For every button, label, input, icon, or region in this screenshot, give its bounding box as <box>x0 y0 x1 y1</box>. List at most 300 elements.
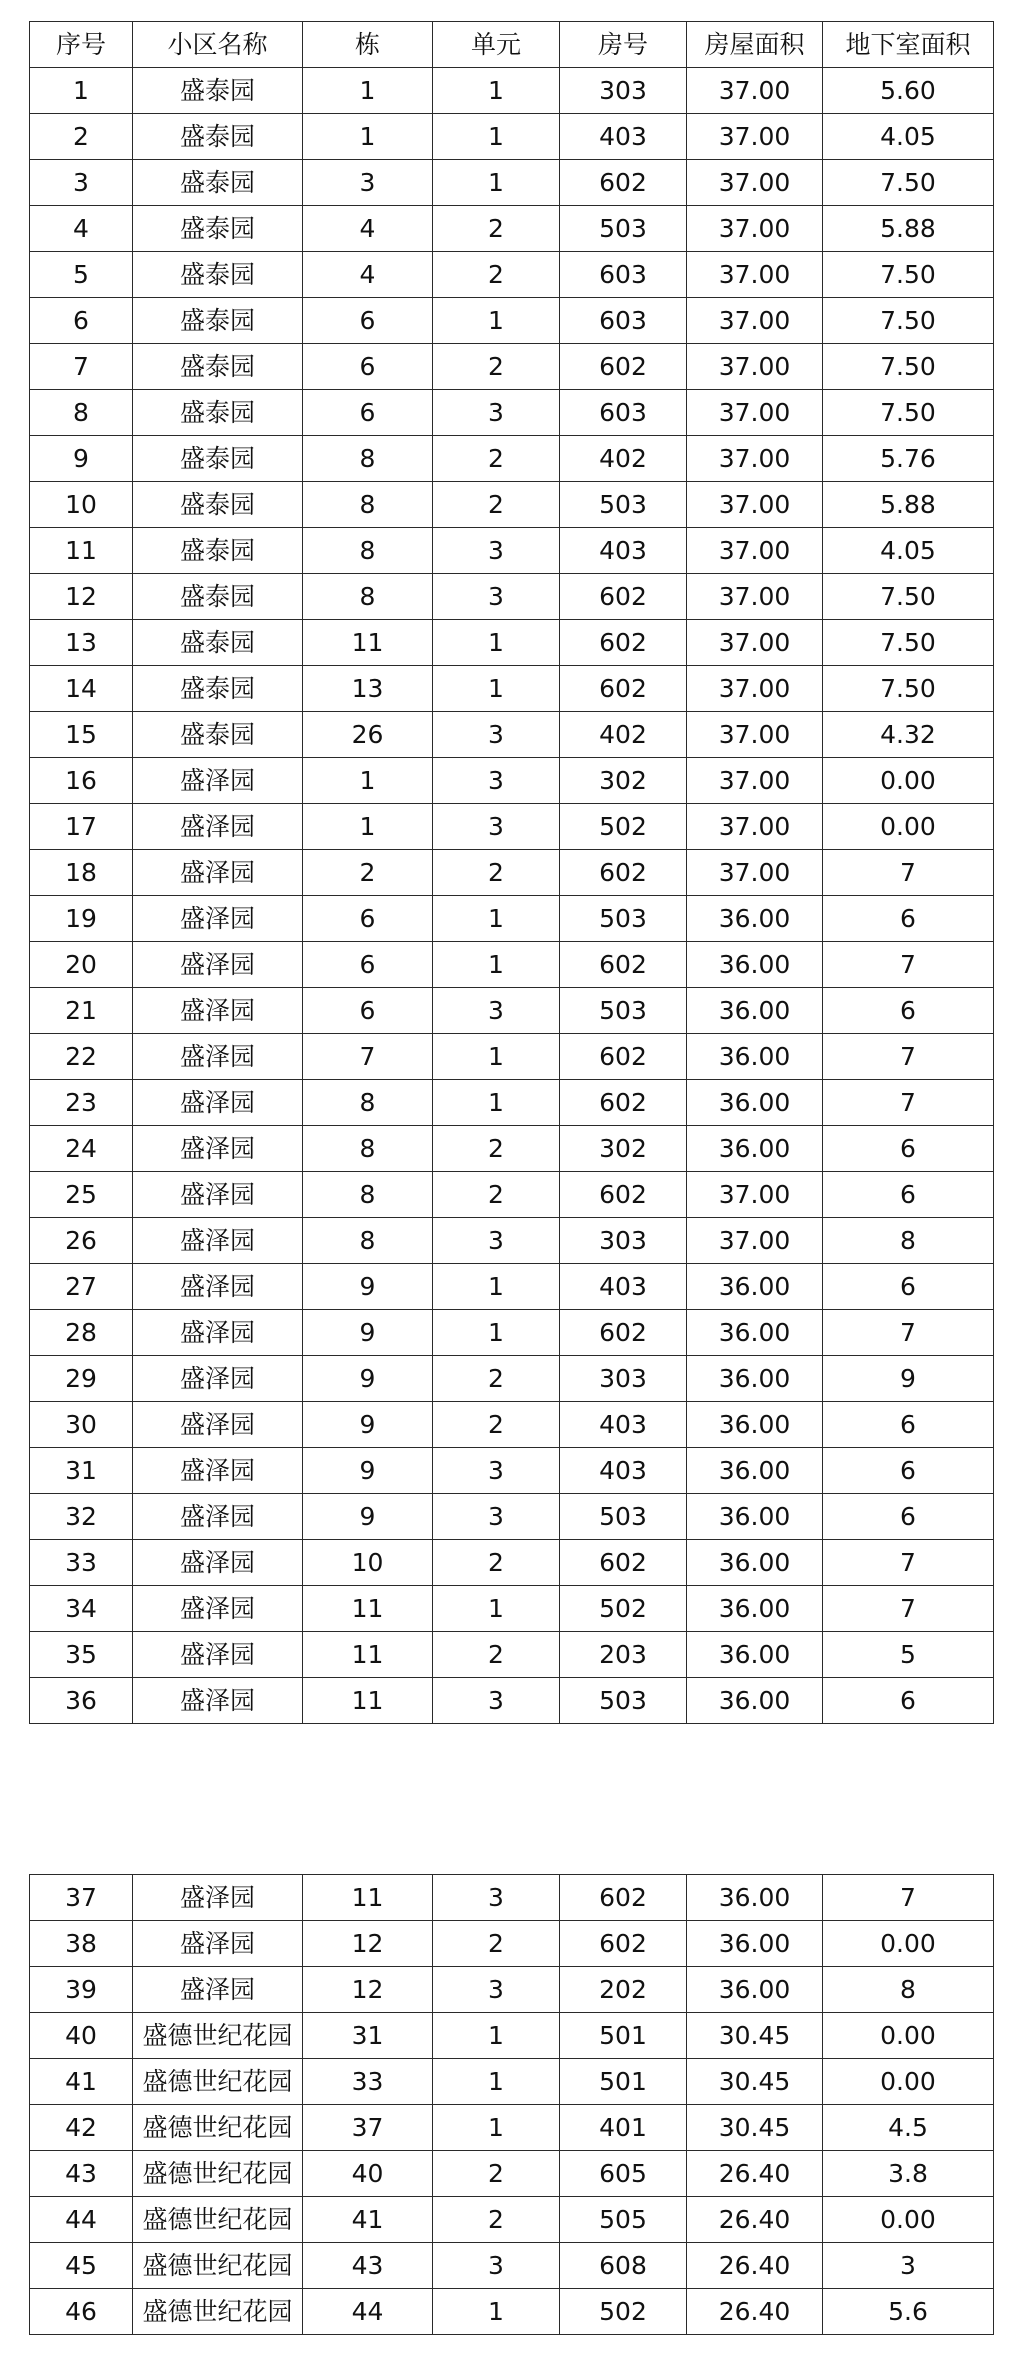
cell-room-number: 502 <box>560 1586 687 1632</box>
cell-basement-area: 6 <box>823 988 994 1034</box>
cell-unit: 2 <box>433 1402 560 1448</box>
cell-room-number: 603 <box>560 390 687 436</box>
cell-community-name: 盛泽园 <box>133 1494 303 1540</box>
cell-house-area: 37.00 <box>687 850 823 896</box>
cell-building: 8 <box>303 1126 433 1172</box>
cell-unit: 1 <box>433 666 560 712</box>
cell-room-number: 602 <box>560 1875 687 1921</box>
cell-room-number: 602 <box>560 1080 687 1126</box>
table-row <box>30 160 994 206</box>
table-row <box>30 114 994 160</box>
cell-unit: 3 <box>433 390 560 436</box>
cell-room-number: 202 <box>560 1967 687 2013</box>
cell-room-number: 602 <box>560 942 687 988</box>
cell-room-number: 401 <box>560 2105 687 2151</box>
cell-building: 13 <box>303 666 433 712</box>
cell-room-number: 503 <box>560 988 687 1034</box>
cell-serial-number: 36 <box>30 1678 133 1724</box>
table-header-row <box>30 22 994 68</box>
cell-room-number: 602 <box>560 1172 687 1218</box>
housing-table-part-2 <box>29 1874 994 2335</box>
cell-serial-number: 44 <box>30 2197 133 2243</box>
cell-room-number: 503 <box>560 206 687 252</box>
cell-community-name: 盛泰园 <box>133 206 303 252</box>
cell-building: 6 <box>303 988 433 1034</box>
cell-building: 12 <box>303 1967 433 2013</box>
table-row <box>30 482 994 528</box>
cell-basement-area: 7.50 <box>823 252 994 298</box>
cell-community-name: 盛泽园 <box>133 942 303 988</box>
cell-community-name: 盛泽园 <box>133 1632 303 1678</box>
table-row <box>30 1034 994 1080</box>
cell-house-area: 36.00 <box>687 1921 823 1967</box>
header-building: 栋 <box>303 22 433 68</box>
cell-building: 26 <box>303 712 433 758</box>
cell-community-name: 盛泰园 <box>133 390 303 436</box>
cell-house-area: 36.00 <box>687 1264 823 1310</box>
cell-unit: 1 <box>433 114 560 160</box>
cell-house-area: 37.00 <box>687 620 823 666</box>
cell-unit: 1 <box>433 620 560 666</box>
table-row <box>30 1264 994 1310</box>
header-unit: 单元 <box>433 22 560 68</box>
cell-building: 33 <box>303 2059 433 2105</box>
cell-community-name: 盛德世纪花园 <box>133 2289 303 2335</box>
table-row <box>30 804 994 850</box>
cell-house-area: 37.00 <box>687 712 823 758</box>
cell-room-number: 203 <box>560 1632 687 1678</box>
table-row <box>30 344 994 390</box>
cell-unit: 1 <box>433 2059 560 2105</box>
cell-unit: 3 <box>433 2243 560 2289</box>
cell-serial-number: 12 <box>30 574 133 620</box>
cell-unit: 3 <box>433 712 560 758</box>
cell-serial-number: 1 <box>30 68 133 114</box>
cell-house-area: 37.00 <box>687 1172 823 1218</box>
table-row <box>30 1678 994 1724</box>
cell-room-number: 303 <box>560 1218 687 1264</box>
cell-building: 6 <box>303 390 433 436</box>
cell-building: 1 <box>303 804 433 850</box>
cell-basement-area: 7 <box>823 1875 994 1921</box>
cell-room-number: 602 <box>560 620 687 666</box>
cell-basement-area: 7 <box>823 1586 994 1632</box>
cell-house-area: 36.00 <box>687 942 823 988</box>
cell-building: 40 <box>303 2151 433 2197</box>
table-row <box>30 68 994 114</box>
cell-basement-area: 7 <box>823 1540 994 1586</box>
cell-house-area: 36.00 <box>687 1540 823 1586</box>
cell-community-name: 盛德世纪花园 <box>133 2105 303 2151</box>
cell-serial-number: 2 <box>30 114 133 160</box>
cell-house-area: 37.00 <box>687 344 823 390</box>
table-row <box>30 620 994 666</box>
table-row <box>30 666 994 712</box>
cell-community-name: 盛德世纪花园 <box>133 2013 303 2059</box>
cell-unit: 2 <box>433 1632 560 1678</box>
cell-serial-number: 3 <box>30 160 133 206</box>
cell-building: 12 <box>303 1921 433 1967</box>
cell-unit: 1 <box>433 298 560 344</box>
cell-building: 4 <box>303 252 433 298</box>
cell-serial-number: 23 <box>30 1080 133 1126</box>
table-row <box>30 2151 994 2197</box>
cell-serial-number: 34 <box>30 1586 133 1632</box>
cell-building: 1 <box>303 68 433 114</box>
table-row <box>30 988 994 1034</box>
cell-basement-area: 5.60 <box>823 68 994 114</box>
cell-community-name: 盛泽园 <box>133 1172 303 1218</box>
cell-community-name: 盛泰园 <box>133 68 303 114</box>
cell-community-name: 盛泰园 <box>133 712 303 758</box>
cell-unit: 1 <box>433 160 560 206</box>
cell-house-area: 36.00 <box>687 1080 823 1126</box>
table-row <box>30 2243 994 2289</box>
cell-room-number: 402 <box>560 712 687 758</box>
cell-house-area: 26.40 <box>687 2151 823 2197</box>
cell-serial-number: 7 <box>30 344 133 390</box>
table-row <box>30 896 994 942</box>
cell-building: 9 <box>303 1264 433 1310</box>
cell-serial-number: 22 <box>30 1034 133 1080</box>
cell-serial-number: 21 <box>30 988 133 1034</box>
cell-building: 9 <box>303 1448 433 1494</box>
cell-unit: 2 <box>433 1356 560 1402</box>
cell-building: 6 <box>303 344 433 390</box>
cell-serial-number: 15 <box>30 712 133 758</box>
cell-community-name: 盛泰园 <box>133 666 303 712</box>
cell-room-number: 402 <box>560 436 687 482</box>
cell-unit: 2 <box>433 1172 560 1218</box>
cell-unit: 3 <box>433 988 560 1034</box>
cell-unit: 1 <box>433 1264 560 1310</box>
cell-serial-number: 37 <box>30 1875 133 1921</box>
cell-community-name: 盛泽园 <box>133 1080 303 1126</box>
cell-unit: 1 <box>433 896 560 942</box>
cell-unit: 3 <box>433 1875 560 1921</box>
cell-house-area: 36.00 <box>687 1586 823 1632</box>
cell-room-number: 602 <box>560 1921 687 1967</box>
cell-unit: 1 <box>433 2013 560 2059</box>
cell-building: 1 <box>303 758 433 804</box>
table-row <box>30 942 994 988</box>
cell-house-area: 36.00 <box>687 1448 823 1494</box>
cell-building: 11 <box>303 1678 433 1724</box>
cell-basement-area: 8 <box>823 1218 994 1264</box>
cell-unit: 2 <box>433 252 560 298</box>
cell-community-name: 盛泰园 <box>133 528 303 574</box>
cell-basement-area: 7.50 <box>823 160 994 206</box>
cell-room-number: 602 <box>560 574 687 620</box>
cell-building: 8 <box>303 574 433 620</box>
cell-basement-area: 7.50 <box>823 390 994 436</box>
cell-room-number: 602 <box>560 1310 687 1356</box>
cell-room-number: 403 <box>560 1264 687 1310</box>
cell-unit: 2 <box>433 1540 560 1586</box>
cell-room-number: 502 <box>560 2289 687 2335</box>
cell-community-name: 盛泽园 <box>133 1126 303 1172</box>
cell-house-area: 37.00 <box>687 436 823 482</box>
cell-unit: 3 <box>433 1448 560 1494</box>
table-row <box>30 1875 994 1921</box>
cell-basement-area: 7.50 <box>823 620 994 666</box>
table-row <box>30 252 994 298</box>
cell-room-number: 302 <box>560 758 687 804</box>
cell-unit: 3 <box>433 1678 560 1724</box>
cell-community-name: 盛泽园 <box>133 804 303 850</box>
table-row <box>30 1448 994 1494</box>
cell-basement-area: 8 <box>823 1967 994 2013</box>
table-row <box>30 2197 994 2243</box>
table-row <box>30 1218 994 1264</box>
cell-house-area: 37.00 <box>687 252 823 298</box>
cell-house-area: 37.00 <box>687 1218 823 1264</box>
cell-unit: 2 <box>433 1126 560 1172</box>
cell-serial-number: 42 <box>30 2105 133 2151</box>
cell-basement-area: 7 <box>823 1034 994 1080</box>
cell-house-area: 36.00 <box>687 1034 823 1080</box>
cell-room-number: 503 <box>560 896 687 942</box>
cell-room-number: 403 <box>560 528 687 574</box>
cell-unit: 1 <box>433 1034 560 1080</box>
cell-community-name: 盛泰园 <box>133 252 303 298</box>
cell-building: 37 <box>303 2105 433 2151</box>
cell-room-number: 602 <box>560 1034 687 1080</box>
cell-house-area: 37.00 <box>687 68 823 114</box>
cell-basement-area: 7 <box>823 942 994 988</box>
cell-community-name: 盛泽园 <box>133 1921 303 1967</box>
table-row <box>30 1540 994 1586</box>
cell-basement-area: 0.00 <box>823 758 994 804</box>
cell-house-area: 37.00 <box>687 114 823 160</box>
cell-serial-number: 43 <box>30 2151 133 2197</box>
header-room-number: 房号 <box>560 22 687 68</box>
cell-community-name: 盛泽园 <box>133 1875 303 1921</box>
cell-building: 10 <box>303 1540 433 1586</box>
table-row <box>30 850 994 896</box>
cell-basement-area: 7.50 <box>823 574 994 620</box>
cell-serial-number: 19 <box>30 896 133 942</box>
cell-unit: 3 <box>433 1494 560 1540</box>
cell-serial-number: 32 <box>30 1494 133 1540</box>
cell-building: 1 <box>303 114 433 160</box>
cell-basement-area: 3.8 <box>823 2151 994 2197</box>
table-row <box>30 758 994 804</box>
cell-serial-number: 18 <box>30 850 133 896</box>
cell-building: 8 <box>303 528 433 574</box>
cell-room-number: 602 <box>560 160 687 206</box>
cell-basement-area: 6 <box>823 1126 994 1172</box>
table-row <box>30 1586 994 1632</box>
cell-basement-area: 7.50 <box>823 344 994 390</box>
cell-room-number: 403 <box>560 1402 687 1448</box>
cell-building: 11 <box>303 1632 433 1678</box>
cell-community-name: 盛泽园 <box>133 1586 303 1632</box>
cell-serial-number: 8 <box>30 390 133 436</box>
cell-building: 9 <box>303 1494 433 1540</box>
cell-basement-area: 4.5 <box>823 2105 994 2151</box>
cell-room-number: 403 <box>560 114 687 160</box>
cell-basement-area: 0.00 <box>823 1921 994 1967</box>
cell-room-number: 503 <box>560 1494 687 1540</box>
table-row <box>30 2013 994 2059</box>
cell-unit: 2 <box>433 850 560 896</box>
cell-room-number: 602 <box>560 344 687 390</box>
cell-basement-area: 4.32 <box>823 712 994 758</box>
cell-unit: 3 <box>433 528 560 574</box>
cell-basement-area: 0.00 <box>823 804 994 850</box>
cell-house-area: 36.00 <box>687 1356 823 1402</box>
table-row <box>30 298 994 344</box>
cell-community-name: 盛泽园 <box>133 988 303 1034</box>
table-row <box>30 2059 994 2105</box>
cell-serial-number: 33 <box>30 1540 133 1586</box>
cell-unit: 3 <box>433 804 560 850</box>
cell-community-name: 盛德世纪花园 <box>133 2243 303 2289</box>
cell-unit: 3 <box>433 1967 560 2013</box>
cell-community-name: 盛泽园 <box>133 1402 303 1448</box>
table-row <box>30 2289 994 2335</box>
cell-house-area: 36.00 <box>687 1875 823 1921</box>
cell-house-area: 36.00 <box>687 1678 823 1724</box>
cell-house-area: 37.00 <box>687 298 823 344</box>
cell-community-name: 盛泽园 <box>133 850 303 896</box>
cell-building: 8 <box>303 482 433 528</box>
cell-serial-number: 31 <box>30 1448 133 1494</box>
cell-room-number: 602 <box>560 666 687 712</box>
cell-basement-area: 7.50 <box>823 666 994 712</box>
cell-building: 8 <box>303 1218 433 1264</box>
cell-building: 6 <box>303 298 433 344</box>
cell-community-name: 盛泰园 <box>133 160 303 206</box>
cell-building: 11 <box>303 1875 433 1921</box>
cell-community-name: 盛泰园 <box>133 482 303 528</box>
cell-house-area: 37.00 <box>687 574 823 620</box>
cell-house-area: 37.00 <box>687 482 823 528</box>
cell-community-name: 盛泰园 <box>133 620 303 666</box>
cell-basement-area: 5 <box>823 1632 994 1678</box>
cell-room-number: 603 <box>560 298 687 344</box>
cell-house-area: 37.00 <box>687 528 823 574</box>
cell-unit: 2 <box>433 2151 560 2197</box>
cell-serial-number: 25 <box>30 1172 133 1218</box>
table-row <box>30 1172 994 1218</box>
cell-building: 31 <box>303 2013 433 2059</box>
cell-house-area: 30.45 <box>687 2013 823 2059</box>
cell-unit: 2 <box>433 206 560 252</box>
cell-building: 41 <box>303 2197 433 2243</box>
cell-basement-area: 0.00 <box>823 2197 994 2243</box>
table-row <box>30 1402 994 1448</box>
table-row <box>30 712 994 758</box>
cell-basement-area: 5.76 <box>823 436 994 482</box>
cell-house-area: 36.00 <box>687 1126 823 1172</box>
cell-house-area: 37.00 <box>687 804 823 850</box>
cell-community-name: 盛泽园 <box>133 1264 303 1310</box>
cell-community-name: 盛泽园 <box>133 1218 303 1264</box>
table-row <box>30 1921 994 1967</box>
cell-basement-area: 0.00 <box>823 2059 994 2105</box>
cell-serial-number: 14 <box>30 666 133 712</box>
table-row <box>30 1126 994 1172</box>
header-serial-number: 序号 <box>30 22 133 68</box>
cell-basement-area: 6 <box>823 1172 994 1218</box>
cell-unit: 1 <box>433 1586 560 1632</box>
cell-building: 11 <box>303 620 433 666</box>
cell-serial-number: 17 <box>30 804 133 850</box>
table-row <box>30 1967 994 2013</box>
cell-basement-area: 6 <box>823 1678 994 1724</box>
cell-serial-number: 6 <box>30 298 133 344</box>
cell-basement-area: 7 <box>823 1080 994 1126</box>
cell-room-number: 403 <box>560 1448 687 1494</box>
cell-room-number: 502 <box>560 804 687 850</box>
cell-building: 8 <box>303 1172 433 1218</box>
cell-serial-number: 38 <box>30 1921 133 1967</box>
cell-house-area: 30.45 <box>687 2105 823 2151</box>
cell-serial-number: 29 <box>30 1356 133 1402</box>
cell-unit: 2 <box>433 344 560 390</box>
cell-building: 7 <box>303 1034 433 1080</box>
cell-house-area: 37.00 <box>687 390 823 436</box>
cell-room-number: 501 <box>560 2059 687 2105</box>
cell-house-area: 37.00 <box>687 160 823 206</box>
cell-room-number: 503 <box>560 482 687 528</box>
cell-room-number: 303 <box>560 1356 687 1402</box>
cell-unit: 1 <box>433 2105 560 2151</box>
header-house-area: 房屋面积 <box>687 22 823 68</box>
cell-community-name: 盛泽园 <box>133 1540 303 1586</box>
cell-building: 6 <box>303 896 433 942</box>
cell-building: 3 <box>303 160 433 206</box>
cell-building: 9 <box>303 1356 433 1402</box>
cell-unit: 2 <box>433 1921 560 1967</box>
cell-community-name: 盛泽园 <box>133 1678 303 1724</box>
cell-unit: 3 <box>433 574 560 620</box>
cell-basement-area: 7 <box>823 1310 994 1356</box>
cell-basement-area: 5.88 <box>823 206 994 252</box>
cell-building: 6 <box>303 942 433 988</box>
cell-community-name: 盛德世纪花园 <box>133 2197 303 2243</box>
cell-building: 11 <box>303 1586 433 1632</box>
cell-house-area: 36.00 <box>687 1494 823 1540</box>
header-basement-area: 地下室面积 <box>823 22 994 68</box>
cell-serial-number: 11 <box>30 528 133 574</box>
cell-community-name: 盛泽园 <box>133 1356 303 1402</box>
cell-basement-area: 7 <box>823 850 994 896</box>
cell-basement-area: 5.6 <box>823 2289 994 2335</box>
cell-basement-area: 6 <box>823 1494 994 1540</box>
cell-community-name: 盛泰园 <box>133 344 303 390</box>
cell-house-area: 26.40 <box>687 2243 823 2289</box>
table-row <box>30 436 994 482</box>
cell-serial-number: 27 <box>30 1264 133 1310</box>
table-row <box>30 528 994 574</box>
cell-unit: 1 <box>433 68 560 114</box>
cell-basement-area: 6 <box>823 896 994 942</box>
cell-community-name: 盛德世纪花园 <box>133 2059 303 2105</box>
cell-room-number: 603 <box>560 252 687 298</box>
cell-serial-number: 30 <box>30 1402 133 1448</box>
cell-house-area: 26.40 <box>687 2197 823 2243</box>
cell-community-name: 盛泰园 <box>133 574 303 620</box>
cell-house-area: 36.00 <box>687 1402 823 1448</box>
table-row <box>30 1080 994 1126</box>
cell-community-name: 盛泰园 <box>133 436 303 482</box>
table-body-part-1 <box>30 68 994 1724</box>
cell-room-number: 602 <box>560 1540 687 1586</box>
cell-serial-number: 9 <box>30 436 133 482</box>
